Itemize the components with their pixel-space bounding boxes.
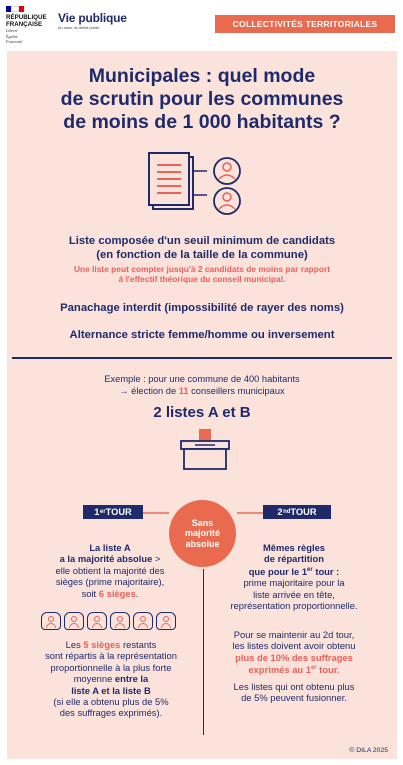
left-line-2 bbox=[35, 553, 185, 564]
rem-line-6: (si elle a obtenu plus de 5% bbox=[53, 696, 169, 708]
rem-count: 5 sièges bbox=[83, 639, 121, 650]
left-seats-count: 6 sièges bbox=[98, 587, 136, 599]
second-round-label bbox=[263, 505, 331, 519]
list-rule-note bbox=[7, 264, 397, 284]
seat-icon bbox=[41, 612, 61, 630]
seat-icon bbox=[110, 612, 130, 630]
example-arrow-text: → élection de bbox=[119, 386, 179, 396]
rem-line-2: sont répartis à la représentation bbox=[45, 650, 177, 662]
tour2-num: 2 bbox=[277, 507, 283, 517]
list-rule-title bbox=[7, 235, 397, 262]
vie-publique-logo[interactable] bbox=[58, 11, 127, 30]
rf-motto-1: Liberté bbox=[6, 28, 18, 33]
title-line-3: de moins de 1 000 habitants ? bbox=[63, 111, 341, 133]
thr-exprimes: exprimés au 1 bbox=[248, 664, 311, 676]
seat-icon bbox=[87, 612, 107, 630]
ballot-box-icon bbox=[177, 429, 233, 471]
rem-line-3: proportionnelle à la plus forte bbox=[50, 661, 172, 673]
rem-moyenne: moyenne bbox=[73, 673, 115, 685]
example-line-1: Exemple : pour une commune de 400 habitants bbox=[104, 374, 300, 384]
list-note-line-1: Une liste peut compter jusqu'à 2 candidats de moins par rapport bbox=[73, 264, 331, 274]
seats-row bbox=[41, 612, 176, 630]
second-round-threshold bbox=[214, 629, 374, 676]
lists-heading: 2 listes A et B bbox=[153, 404, 251, 421]
remaining-seats-text bbox=[31, 639, 191, 719]
first-round-label bbox=[83, 505, 143, 519]
rem-entre: entre la bbox=[114, 673, 149, 685]
page-title bbox=[7, 65, 397, 134]
thr-line-4 bbox=[214, 663, 374, 676]
first-round-text bbox=[35, 542, 185, 599]
left-soit: soit bbox=[81, 587, 99, 599]
list-rule-line-2: (en fonction de la taille de la commune) bbox=[96, 248, 308, 261]
no-maj-1: Sans bbox=[191, 517, 214, 528]
tour1-num: 1 bbox=[94, 507, 100, 517]
tour1-word: TOUR bbox=[105, 507, 132, 517]
left-gt: > bbox=[152, 553, 161, 565]
right-post: tour : bbox=[312, 565, 340, 577]
thr-sup: er bbox=[310, 665, 317, 672]
right-sup: er bbox=[307, 566, 313, 573]
list-rule-line-1: Liste composée d'un seuil minimum de candidats bbox=[68, 235, 336, 247]
example-line-2 bbox=[7, 385, 397, 397]
infographic-panel bbox=[7, 51, 397, 759]
left-line-1: La liste A bbox=[89, 542, 131, 553]
republique-francaise-logo bbox=[6, 6, 54, 45]
no-maj-2: majorité bbox=[184, 528, 220, 539]
vp-subtitle: Au cœur du débat public bbox=[58, 26, 100, 30]
merge-line-1: Les listes qui ont obtenu plus bbox=[233, 681, 355, 692]
left-line-5: sièges (prime majoritaire), bbox=[55, 576, 165, 588]
rem-line-1 bbox=[31, 639, 191, 650]
vp-title: Vie publique bbox=[58, 11, 127, 25]
left-line-4: elle obtient la majorité des bbox=[55, 564, 165, 576]
rf-line-1: RÉPUBLIQUE bbox=[6, 14, 47, 21]
alternance-rule: Alternance stricte femme/homme ou inversement bbox=[69, 329, 335, 341]
tour2-word: TOUR bbox=[290, 507, 317, 517]
merge-text bbox=[214, 681, 374, 704]
example-count: 11 bbox=[178, 386, 189, 396]
title-line-2: de scrutin pour les communes bbox=[60, 88, 344, 110]
rem-line-5: liste A et la liste B bbox=[71, 684, 151, 696]
divider bbox=[12, 357, 392, 359]
tour2-sup: nd bbox=[283, 509, 291, 515]
column-divider bbox=[203, 569, 204, 735]
right-line-3 bbox=[214, 565, 374, 578]
rf-motto-3: Fraternité bbox=[6, 39, 23, 44]
tour1-sup: er bbox=[99, 509, 106, 515]
rf-motto-2: Égalité bbox=[6, 33, 18, 39]
title-line-1: Municipales : quel mode bbox=[88, 65, 316, 87]
right-line-4: prime majoritaire pour la bbox=[243, 577, 345, 589]
right-line-2: de répartition bbox=[264, 553, 324, 565]
thr-line-1: Pour se maintenir au 2d tour, bbox=[233, 629, 355, 640]
right-pre: que pour le 1 bbox=[248, 565, 308, 577]
rem-restants: restants bbox=[120, 639, 157, 650]
seat-icon bbox=[133, 612, 153, 630]
category-badge: COLLECTIVITÉS TERRITORIALES bbox=[215, 15, 395, 33]
french-flag-icon bbox=[6, 6, 24, 12]
rf-line-2: FRANÇAISE bbox=[6, 21, 43, 28]
seat-icon bbox=[64, 612, 84, 630]
candidate-list-icon bbox=[147, 151, 269, 231]
example-suffix: conseillers municipaux bbox=[188, 386, 285, 396]
second-round-text bbox=[214, 542, 374, 612]
merge-line-2: de 5% peuvent fusionner. bbox=[241, 692, 347, 704]
thr-line-2: les listes doivent avoir obtenu bbox=[232, 640, 356, 652]
right-line-6: représentation proportionnelle. bbox=[230, 600, 358, 612]
left-majority: a la majorité absolue bbox=[59, 553, 153, 565]
list-note-line-2: à l'effectif théorique du conseil municipal. bbox=[118, 274, 286, 284]
header bbox=[0, 0, 403, 46]
panachage-rule: Panachage interdit (impossibilité de rayer des noms) bbox=[60, 302, 344, 314]
right-line-5: liste arrivée en tête, bbox=[253, 588, 335, 600]
left-line-6 bbox=[35, 588, 185, 599]
no-maj-3: absolue bbox=[185, 538, 220, 549]
right-line-1: Mêmes règles bbox=[262, 542, 325, 553]
rem-les: Les bbox=[65, 639, 84, 650]
thr-line-3: plus de 10% des suffrages bbox=[235, 651, 353, 663]
rem-line-7: des suffrages exprimés). bbox=[59, 707, 163, 719]
left-period: . bbox=[135, 587, 139, 599]
rem-line-4 bbox=[31, 673, 191, 684]
seat-icon bbox=[156, 612, 176, 630]
example-text bbox=[7, 373, 397, 397]
thr-tour: tour. bbox=[316, 664, 340, 676]
copyright: © DILA 2025 bbox=[349, 747, 388, 754]
